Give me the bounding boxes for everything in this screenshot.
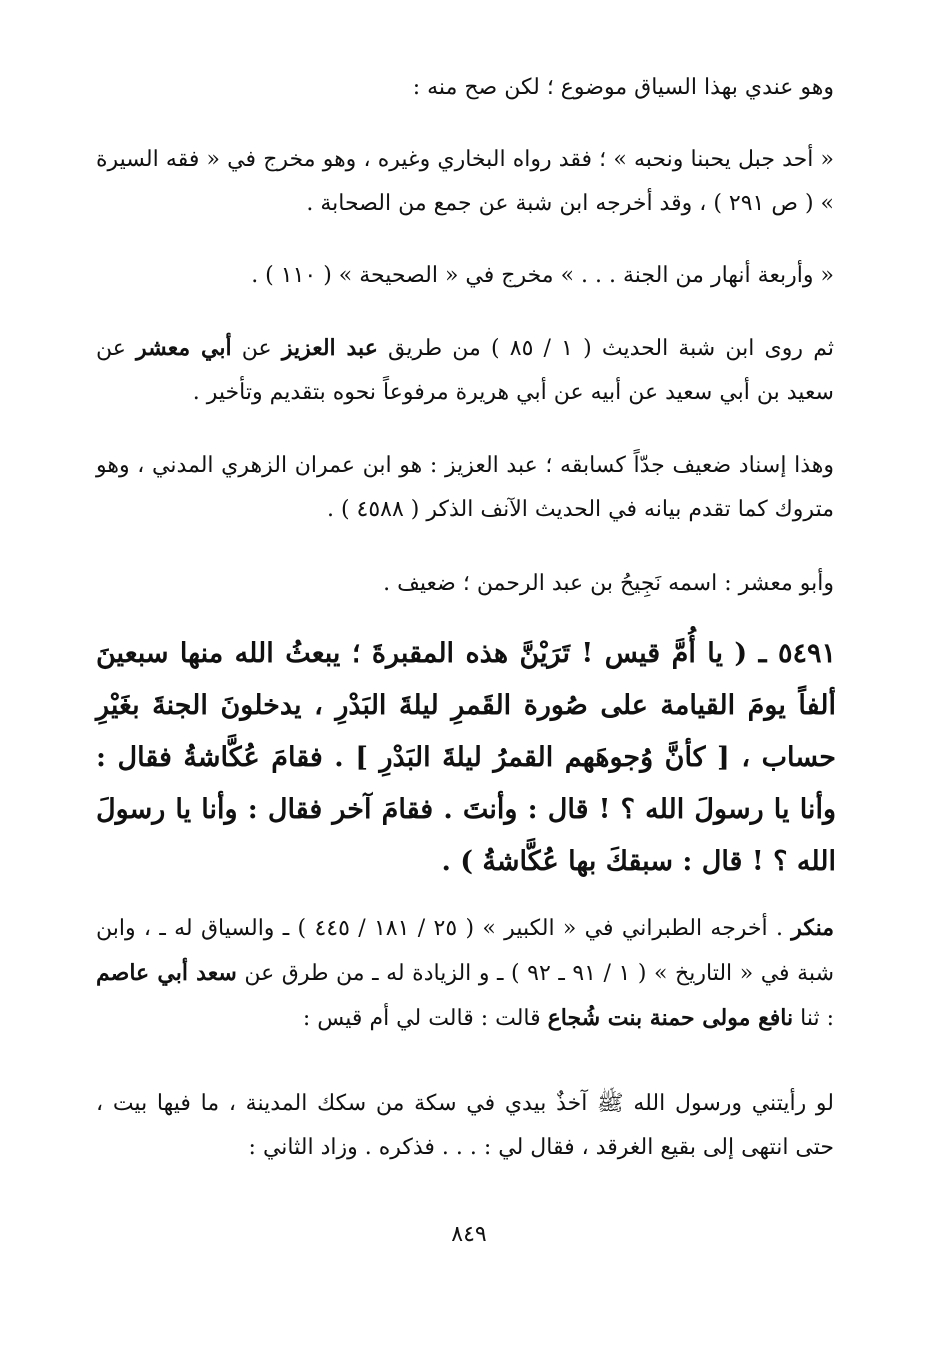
paragraph-text: وأبو معشر : اسمه نَجِيحُ بن عبد الرحمن ؛ ضعيف . bbox=[383, 571, 834, 596]
page-number: ٨٤٩ bbox=[451, 1222, 487, 1247]
paragraph-text: « وأربعة أنهار من الجنة . . . » مخرج في « الصحيحة » ( ١١٠ ) . bbox=[251, 263, 834, 288]
hadith-text bbox=[96, 628, 836, 888]
paragraph-5 bbox=[96, 444, 834, 532]
paragraph-6 bbox=[96, 562, 834, 606]
narrator-name: سعد أبي عاصم bbox=[96, 960, 237, 986]
paragraph-text: ثم روى ابن شبة الحديث ( ١ / ٨٥ ) من طريق bbox=[388, 336, 834, 361]
paragraph-text: . أخرجه الطبراني في « الكبير » ( ٢٥ / ١٨١ / ٤٤٥ ) ـ والسياق له ـ ، وابن شبة في « التاريخ » ( ١ / ٩١ ـ ٩٢ ) ـ و الزيادة له ـ من طرق عن bbox=[96, 916, 834, 986]
grading-label: منكر bbox=[791, 915, 835, 941]
narrator-name: نافع مولى حمنة بنت شُجاع bbox=[547, 1005, 794, 1031]
paragraph-text: عن سعيد بن أبي سعيد عن أبيه عن أبي هريرة مرفوعاً نحوه بتقديم وتأخير . bbox=[96, 336, 834, 405]
hadith-body: ٥٤٩١ ـ ( يا أُمَّ قيس ! تَرَيْنَّ هذه المقبرةَ ؛ يبعثُ الله منها سبعينَ ألفاً يومَ القيامة على صُورة القَمرِ ليلةَ البَدْرِ ، يدخلونَ الجنةَ بغَيْرِ حساب ، [ كأنَّ وُجوهَهم القمرُ ليلةَ البَدْرِ ] . فقامَ عُكَّاشةُ فقال : وأنا يا رسولَ الله ؟ ! قال : وأنتَ . فقامَ آخر فقال : وأنا يا رسولَ الله ؟ ! قال : سبقكَ بها عُكَّاشةُ ) . bbox=[96, 638, 836, 877]
paragraph-4 bbox=[96, 326, 834, 415]
paragraph-8 bbox=[96, 906, 834, 1041]
narrator-name: عبد العزيز bbox=[281, 335, 378, 361]
paragraph-text: عن bbox=[241, 336, 272, 361]
paragraph-text: وهو عندي بهذا السياق موضوع ؛ لكن صح منه : bbox=[412, 75, 834, 100]
paragraph-3 bbox=[96, 254, 834, 298]
narrator-name: أبي معشر bbox=[136, 335, 232, 361]
paragraph-text: : ثنا bbox=[800, 1006, 834, 1031]
paragraph-text: قالت : قالت لي أم قيس : bbox=[302, 1006, 541, 1031]
paragraph-1 bbox=[96, 66, 834, 110]
paragraph-text: « أحد جبل يحبنا ونحبه » ؛ فقد رواه البخاري وغيره ، وهو مخرج في « فقه السيرة » ( ص ٢٩١ ) ، وقد أخرجه ابن شبة عن جمع من الصحابة . bbox=[96, 147, 834, 216]
paragraph-text: لو رأيتني ورسول الله ﷺ آخذٌ بيدي في سكة من سكك المدينة ، ما فيها بيت ، حتى انتهى إلى بقيع الغرقد ، فقال لي : . . . فذكره . وزاد الثاني : bbox=[96, 1091, 834, 1160]
paragraph-2 bbox=[96, 138, 834, 226]
paragraph-text: وهذا إسناد ضعيف جدّاً كسابقه ؛ عبد العزيز : هو ابن عمران الزهري المدني ، وهو متروك كما تقدم بيانه في الحديث الآنف الذكر ( ٤٥٨٨ ) . bbox=[96, 453, 834, 522]
paragraph-9 bbox=[96, 1082, 834, 1170]
